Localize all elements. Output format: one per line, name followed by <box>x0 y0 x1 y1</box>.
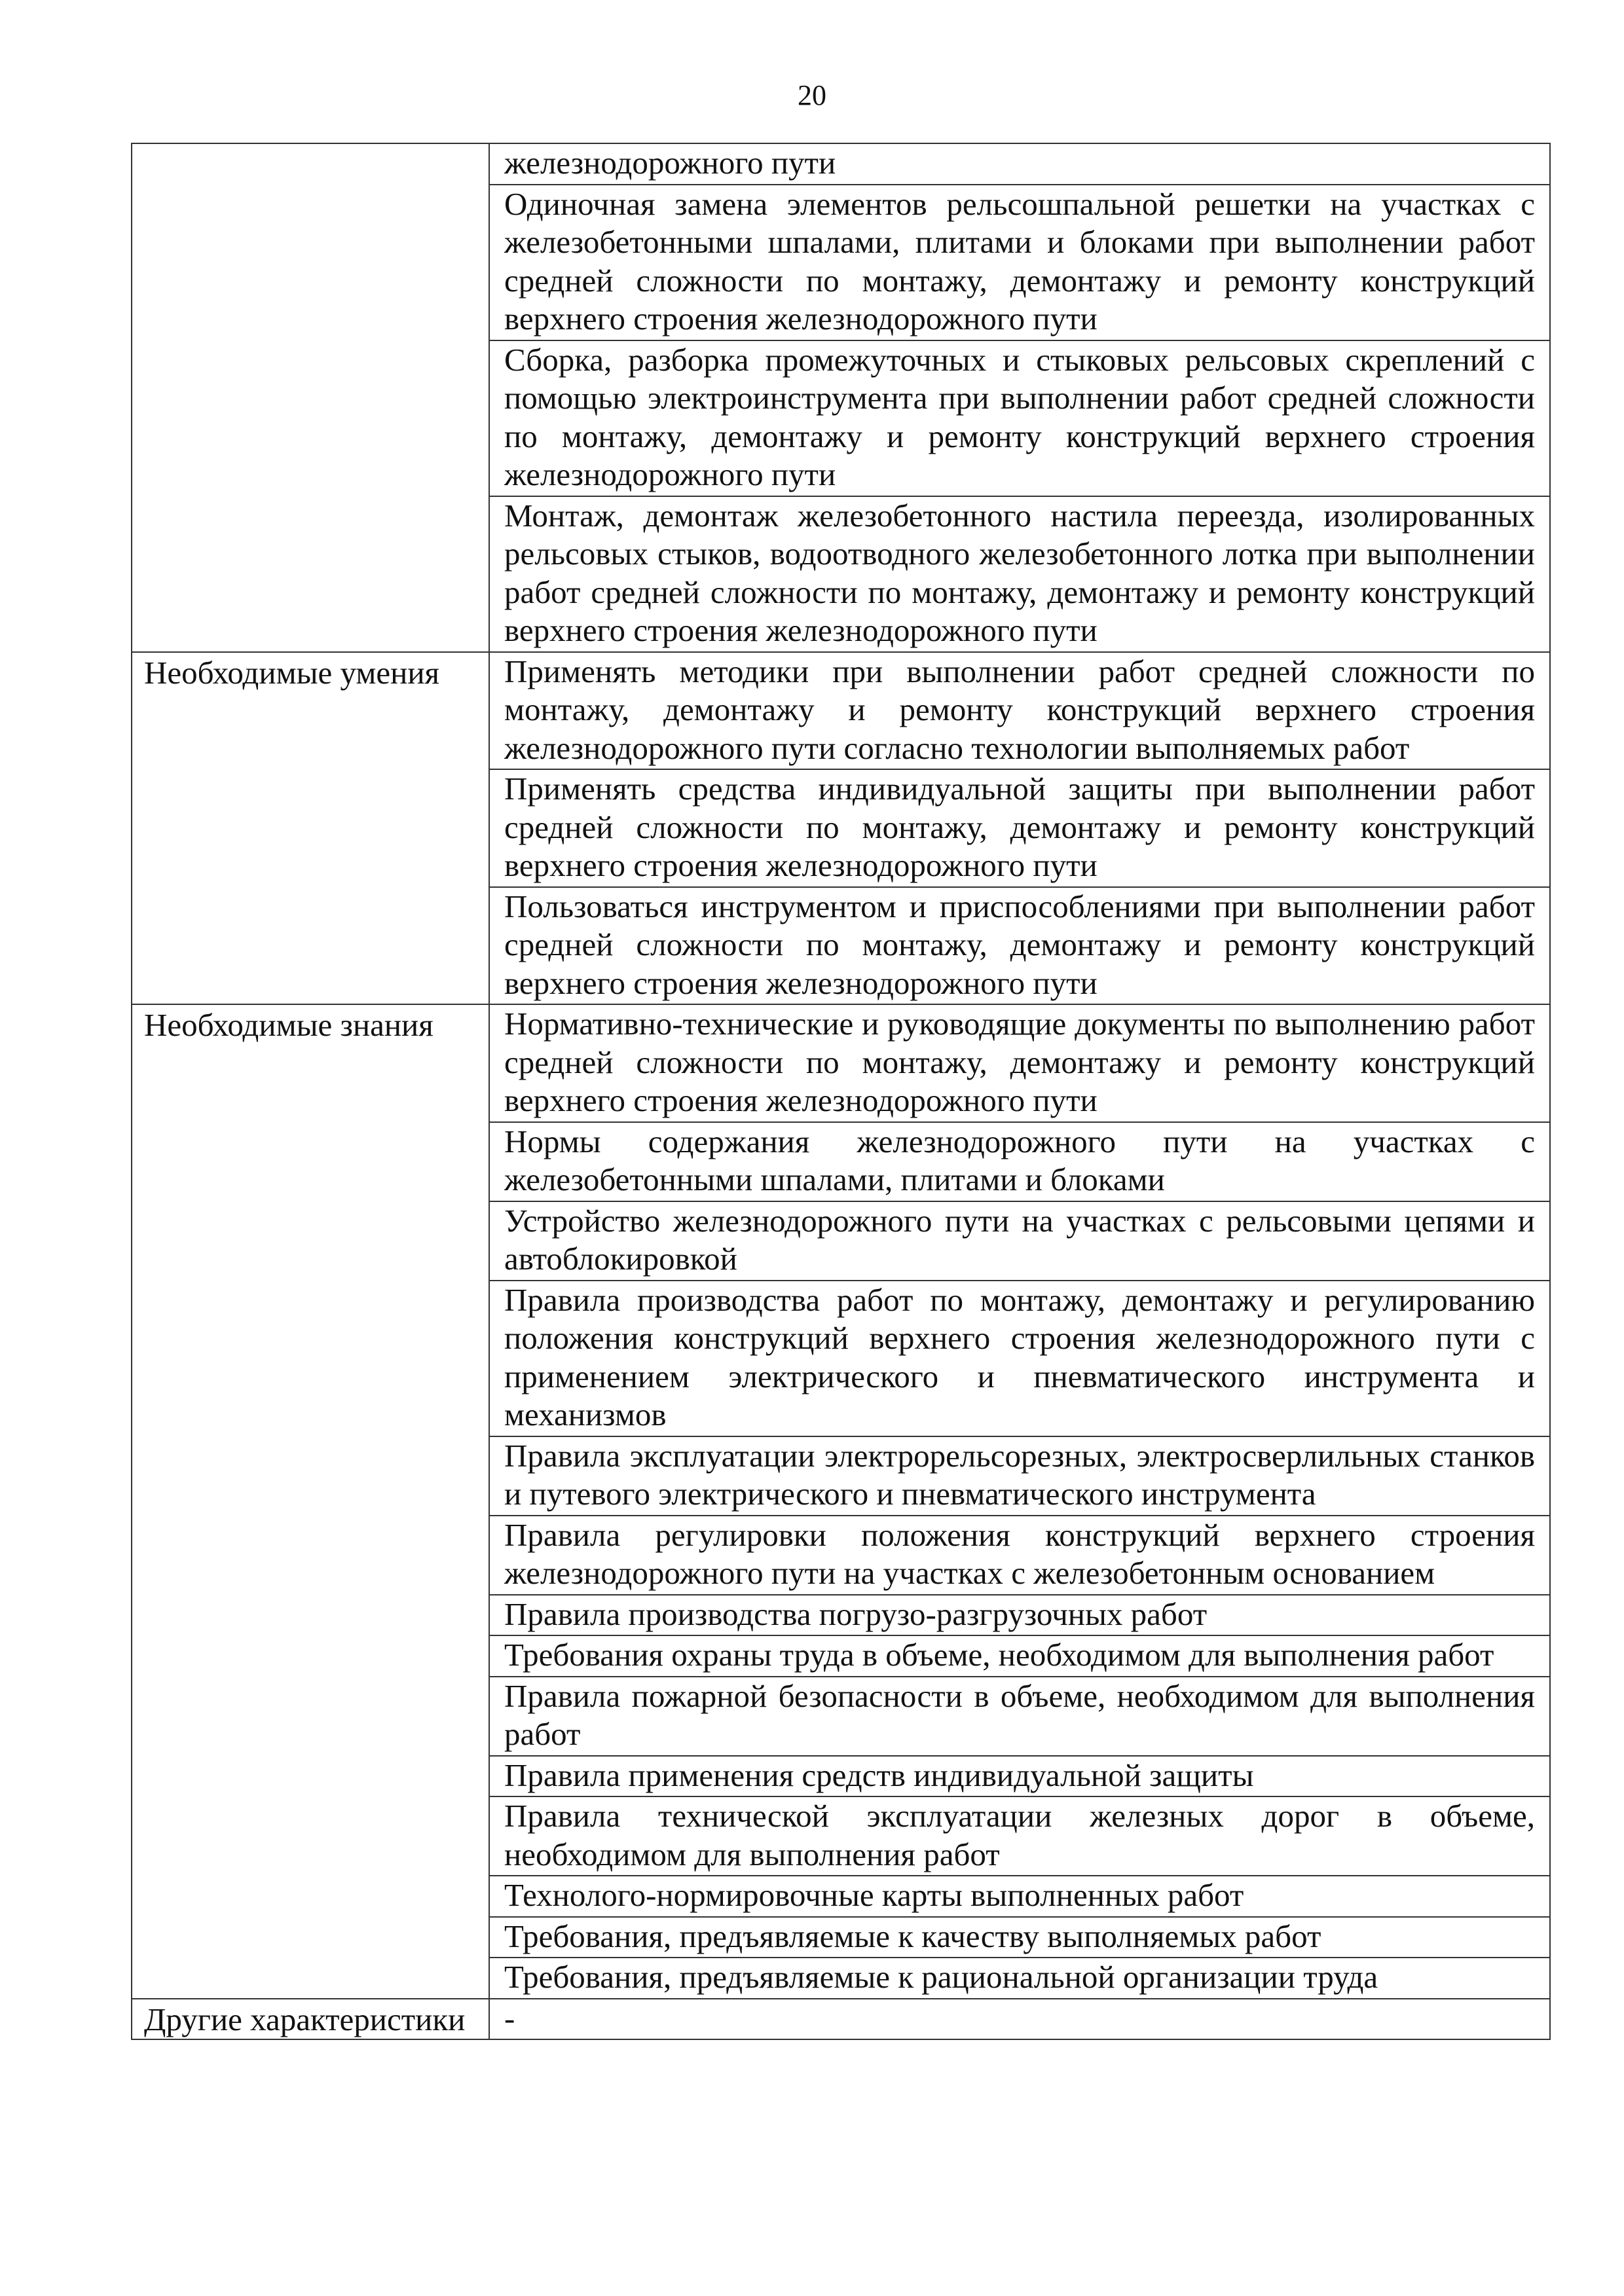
section-label-skills: Необходимые умения <box>144 654 440 691</box>
cell-text: Правила применения средств индивидуальной защиты <box>504 1757 1254 1793</box>
table-cell <box>489 1958 1550 1999</box>
table-row <box>132 652 1550 770</box>
table-cell <box>489 1436 1550 1516</box>
section-label <box>132 144 489 145</box>
table-cell <box>489 1516 1550 1595</box>
table-cell <box>489 1999 1550 2040</box>
section-label-cell <box>132 143 489 652</box>
cell-text: Нормы содержания железнодорожного пути на участках с железобетонными шпалами, плитами и блоками <box>504 1123 1535 1197</box>
table-cell <box>489 1756 1550 1797</box>
section-label-other: Другие характеристики <box>144 2001 466 2037</box>
table-cell <box>489 143 1550 185</box>
cell-text: Правила технической эксплуатации железных дорог в объеме, необходимом для выполнения работ <box>504 1798 1535 1872</box>
cell-text: Нормативно-технические и руководящие документы по выполнению работ средней сложности по монтажу, демонтажу и ремонту конструкций верхнего строения железнодорожного пути <box>504 1006 1535 1118</box>
cell-text: Применять методики при выполнении работ средней сложности по монтажу, демонтажу и ремонту конструкций верхнего строения железнодорожного пути согласно технологии выполняемых работ <box>504 653 1535 766</box>
cell-text: Правила производства работ по монтажу, демонтажу и регулированию положения конструкций верхнего строения железнодорожного пути с применением электрического и пневматического инструмента и механизмов <box>504 1281 1535 1432</box>
cell-text: Применять средства индивидуальной защиты при выполнении работ средней сложности по монтажу, демонтажу и ремонту конструкций верхнего строения железнодорожного пути <box>504 771 1535 883</box>
section-label-cell <box>132 1999 489 2040</box>
table-row <box>132 1004 1550 1122</box>
cell-text: Правила пожарной безопасности в объеме, необходимом для выполнения работ <box>504 1677 1535 1752</box>
table-cell <box>489 652 1550 770</box>
cell-text: Монтаж, демонтаж железобетонного настила переезда, изолированных рельсовых стыков, водоотводного железобетонного лотка при выполнении работ средней сложности по монтажу, демонтажу и ремонту конструкций верхнего строения железнодорожного пути <box>504 497 1535 648</box>
table-cell <box>489 1201 1550 1281</box>
table-cell <box>489 1122 1550 1201</box>
table-cell <box>489 496 1550 652</box>
table-cell <box>489 1635 1550 1677</box>
table-cell <box>489 185 1550 340</box>
table-cell <box>489 340 1550 496</box>
table-cell <box>489 1917 1550 1958</box>
cell-text: Требования, предъявляемые к рациональной организации труда <box>504 1959 1378 1995</box>
table-cell <box>489 887 1550 1005</box>
table-cell <box>489 1796 1550 1876</box>
cell-text: Правила регулировки положения конструкций верхнего строения железнодорожного пути на участках с железобетонным основанием <box>504 1516 1535 1591</box>
cell-text: Сборка, разборка промежуточных и стыковых рельсовых скреплений с помощью электроинструмента при выполнении работ средней сложности по монтажу, демонтажу и ремонту конструкций верхнего строения железнодорожного пути <box>504 341 1535 492</box>
table-cell <box>489 1595 1550 1636</box>
section-label-cell <box>132 1004 489 1999</box>
table-cell <box>489 1281 1550 1436</box>
table-row <box>132 1999 1550 2040</box>
characteristics-table <box>131 143 1551 2040</box>
cell-text: - <box>504 1999 515 2036</box>
table-cell <box>489 1677 1550 1756</box>
page-number: 20 <box>798 79 826 111</box>
section-label-cell <box>132 652 489 1005</box>
table-cell <box>489 1876 1550 1917</box>
cell-text: Технолого-нормировочные карты выполненных работ <box>504 1877 1244 1913</box>
cell-text: железнодорожного пути <box>504 145 836 181</box>
cell-text: Одиночная замена элементов рельсошпальной решетки на участках с железобетонными шпалами, плитами и блоками при выполнении работ средней сложности по монтажу, демонтажу и ремонту конструкций верхнего строения железнодорожного пути <box>504 185 1535 337</box>
section-label-knowledge: Необходимые знания <box>144 1007 434 1043</box>
cell-text: Правила производства погрузо-разгрузочных работ <box>504 1595 1208 1632</box>
table-cell <box>489 1004 1550 1122</box>
cell-text: Требования охраны труда в объеме, необходимом для выполнения работ <box>504 1637 1494 1673</box>
table-cell <box>489 769 1550 887</box>
cell-text: Устройство железнодорожного пути на участках с рельсовыми цепями и автоблокировкой <box>504 1202 1535 1277</box>
cell-text: Пользоваться инструментом и приспособлениями при выполнении работ средней сложности по монтажу, демонтажу и ремонту конструкций верхнего строения железнодорожного пути <box>504 888 1535 1001</box>
cell-text: Требования, предъявляемые к качеству выполняемых работ <box>504 1918 1321 1954</box>
cell-text: Правила эксплуатации электрорельсорезных, электросверлильных станков и путевого электрического и пневматического инструмента <box>504 1437 1535 1512</box>
table-row <box>132 143 1550 185</box>
